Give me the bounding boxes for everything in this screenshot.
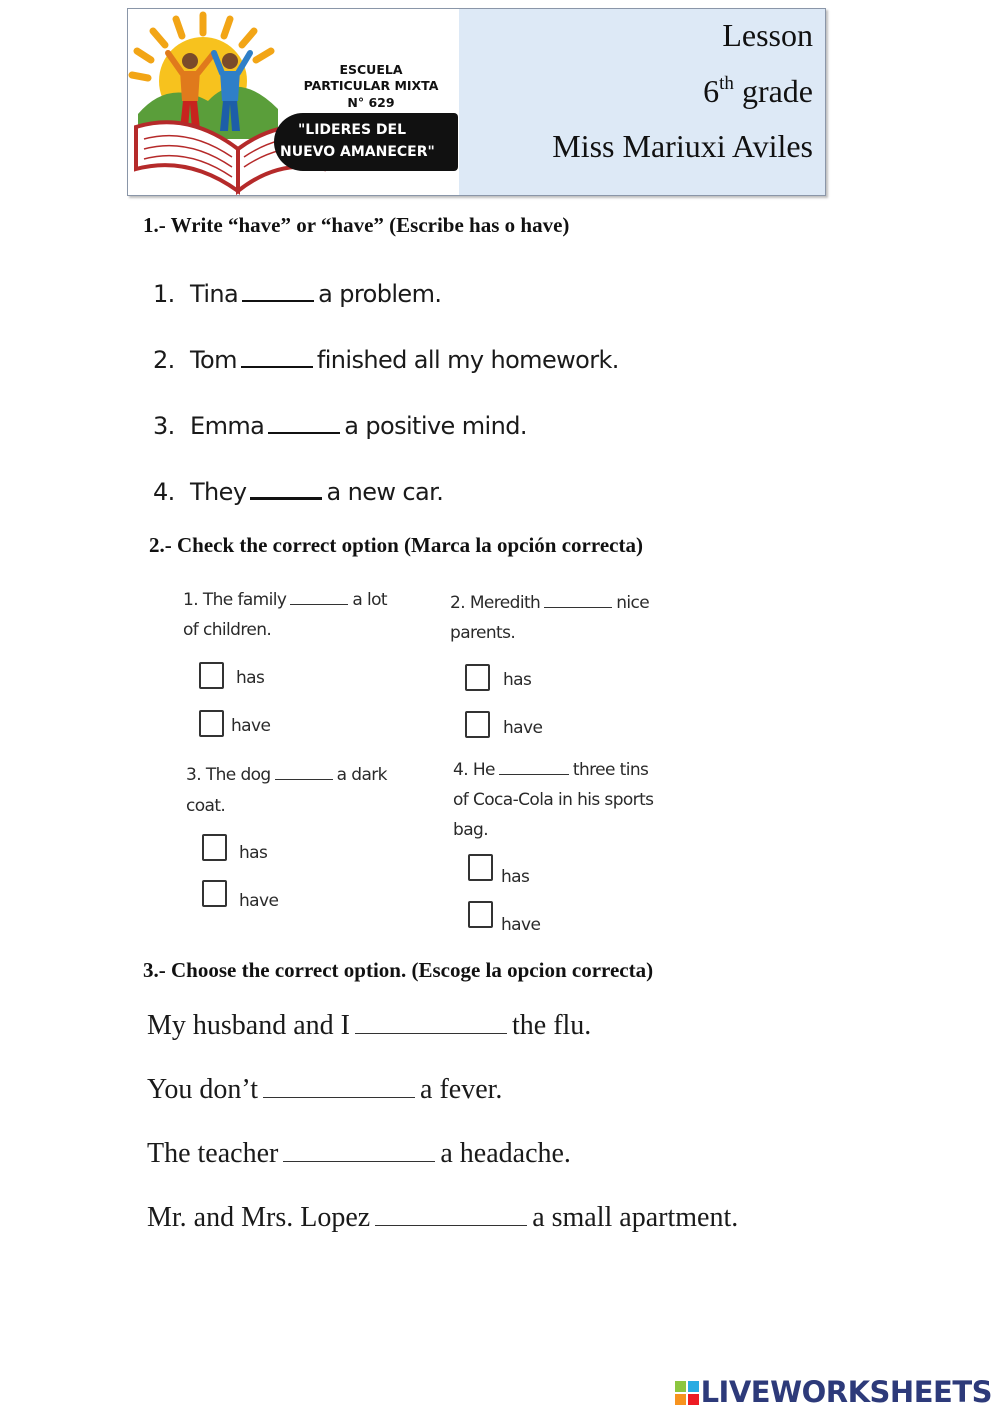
- grade-label: [703, 73, 813, 110]
- option-label: has: [236, 668, 265, 688]
- checkbox-has[interactable]: [199, 662, 224, 689]
- checkbox-has[interactable]: [468, 854, 493, 881]
- checkbox-have[interactable]: [468, 901, 493, 928]
- brand-name: LIVEWORKSHEETS: [700, 1375, 992, 1409]
- question-line: parents.: [450, 623, 516, 643]
- question-line: of children.: [183, 620, 272, 640]
- question-blank: [544, 605, 612, 608]
- question-text: a dark: [336, 765, 387, 785]
- item-number: 2.: [153, 346, 175, 374]
- question-text: 4. He: [453, 760, 495, 780]
- section1-item: [153, 478, 443, 506]
- option-label: has: [501, 867, 530, 887]
- section1-title: 1.- Write “have” or “have” (Escribe has o have): [143, 213, 570, 237]
- option-label: have: [231, 716, 271, 736]
- grade-word: grade: [741, 73, 813, 109]
- answer-blank[interactable]: [268, 430, 340, 434]
- item-subject: Emma: [190, 412, 265, 440]
- school-name-line2: PARTICULAR MIXTA: [303, 78, 439, 93]
- item-number: 4.: [153, 478, 175, 506]
- option-label: have: [501, 915, 541, 935]
- checkbox-has[interactable]: [202, 834, 227, 861]
- liveworksheets-logo-icon: [675, 1381, 699, 1405]
- question-line: of Coca-Cola in his sports: [453, 790, 654, 810]
- option-label: has: [239, 843, 268, 863]
- question-blank: [499, 772, 569, 775]
- question-text: three tins: [572, 760, 649, 780]
- answer-dropdown[interactable]: [283, 1159, 435, 1162]
- checkbox-have[interactable]: [202, 880, 227, 907]
- item-number: 3.: [153, 412, 175, 440]
- question-text: 3. The dog: [186, 765, 271, 785]
- section2-title: 2.- Check the correct option (Marca la opción correcta): [149, 533, 643, 557]
- item-rest: a positive mind.: [344, 412, 527, 440]
- question-line: coat.: [186, 796, 226, 816]
- section3-item: [147, 1138, 571, 1170]
- grade-suffix: th: [719, 73, 734, 94]
- item-subject: Tina: [190, 280, 239, 308]
- section3-title: 3.- Choose the correct option. (Escoge la opcion correcta): [143, 958, 654, 982]
- question-line: [450, 595, 649, 612]
- motto-plate: [274, 113, 458, 171]
- question-blank: [290, 602, 348, 605]
- item-rest: a headache.: [440, 1138, 571, 1169]
- option-label: has: [503, 670, 532, 690]
- school-logo: [128, 9, 459, 195]
- item-rest: a problem.: [318, 280, 442, 308]
- item-rest: a new car.: [326, 478, 444, 506]
- motto-line1: "LIDERES DEL: [298, 122, 407, 138]
- question-text: nice: [616, 593, 650, 613]
- answer-dropdown[interactable]: [263, 1095, 415, 1098]
- answer-blank[interactable]: [250, 495, 322, 500]
- item-subject: They: [190, 478, 247, 506]
- question-line: [186, 767, 387, 784]
- section1-item: [153, 280, 441, 308]
- item-subject: The teacher: [147, 1138, 279, 1169]
- checkbox-have[interactable]: [199, 710, 224, 737]
- section3-item: [147, 1074, 502, 1106]
- answer-blank[interactable]: [241, 364, 313, 368]
- item-rest: finished all my homework.: [316, 346, 619, 374]
- item-subject: My husband and I: [147, 1010, 350, 1041]
- item-subject: Mr. and Mrs. Lopez: [147, 1202, 371, 1233]
- section3-item: [147, 1010, 591, 1042]
- worksheet-header: [127, 8, 826, 196]
- question-line: bag.: [453, 820, 489, 840]
- question-line: [183, 592, 387, 609]
- answer-blank[interactable]: [242, 298, 314, 302]
- question-line: [453, 762, 648, 779]
- motto-line2: NUEVO AMANECER": [280, 144, 435, 160]
- question-text: 2. Meredith: [450, 593, 541, 613]
- option-label: have: [239, 891, 279, 911]
- option-label: have: [503, 718, 543, 738]
- section1-item: [153, 412, 527, 440]
- question-text: a lot: [352, 590, 387, 610]
- question-text: 1. The family: [183, 590, 287, 610]
- liveworksheets-brand: [675, 1375, 992, 1409]
- answer-dropdown[interactable]: [375, 1223, 527, 1226]
- item-subject: You don’t: [147, 1074, 259, 1105]
- item-rest: the flu.: [511, 1010, 592, 1041]
- section3-item: [147, 1202, 738, 1234]
- section1-item: [153, 346, 619, 374]
- teacher-name: Miss Mariuxi Aviles: [552, 128, 813, 164]
- answer-dropdown[interactable]: [355, 1031, 507, 1034]
- school-name-line1: ESCUELA: [339, 62, 403, 77]
- checkbox-has[interactable]: [465, 664, 490, 691]
- item-subject: Tom: [190, 346, 237, 374]
- school-number: N° 629: [347, 95, 395, 110]
- grade-number: 6: [703, 73, 720, 109]
- lesson-label: Lesson: [722, 17, 813, 53]
- item-rest: a fever.: [420, 1074, 503, 1105]
- item-rest: a small apartment.: [532, 1202, 739, 1233]
- question-blank: [275, 777, 333, 780]
- checkbox-have[interactable]: [465, 711, 490, 738]
- item-number: 1.: [153, 280, 175, 308]
